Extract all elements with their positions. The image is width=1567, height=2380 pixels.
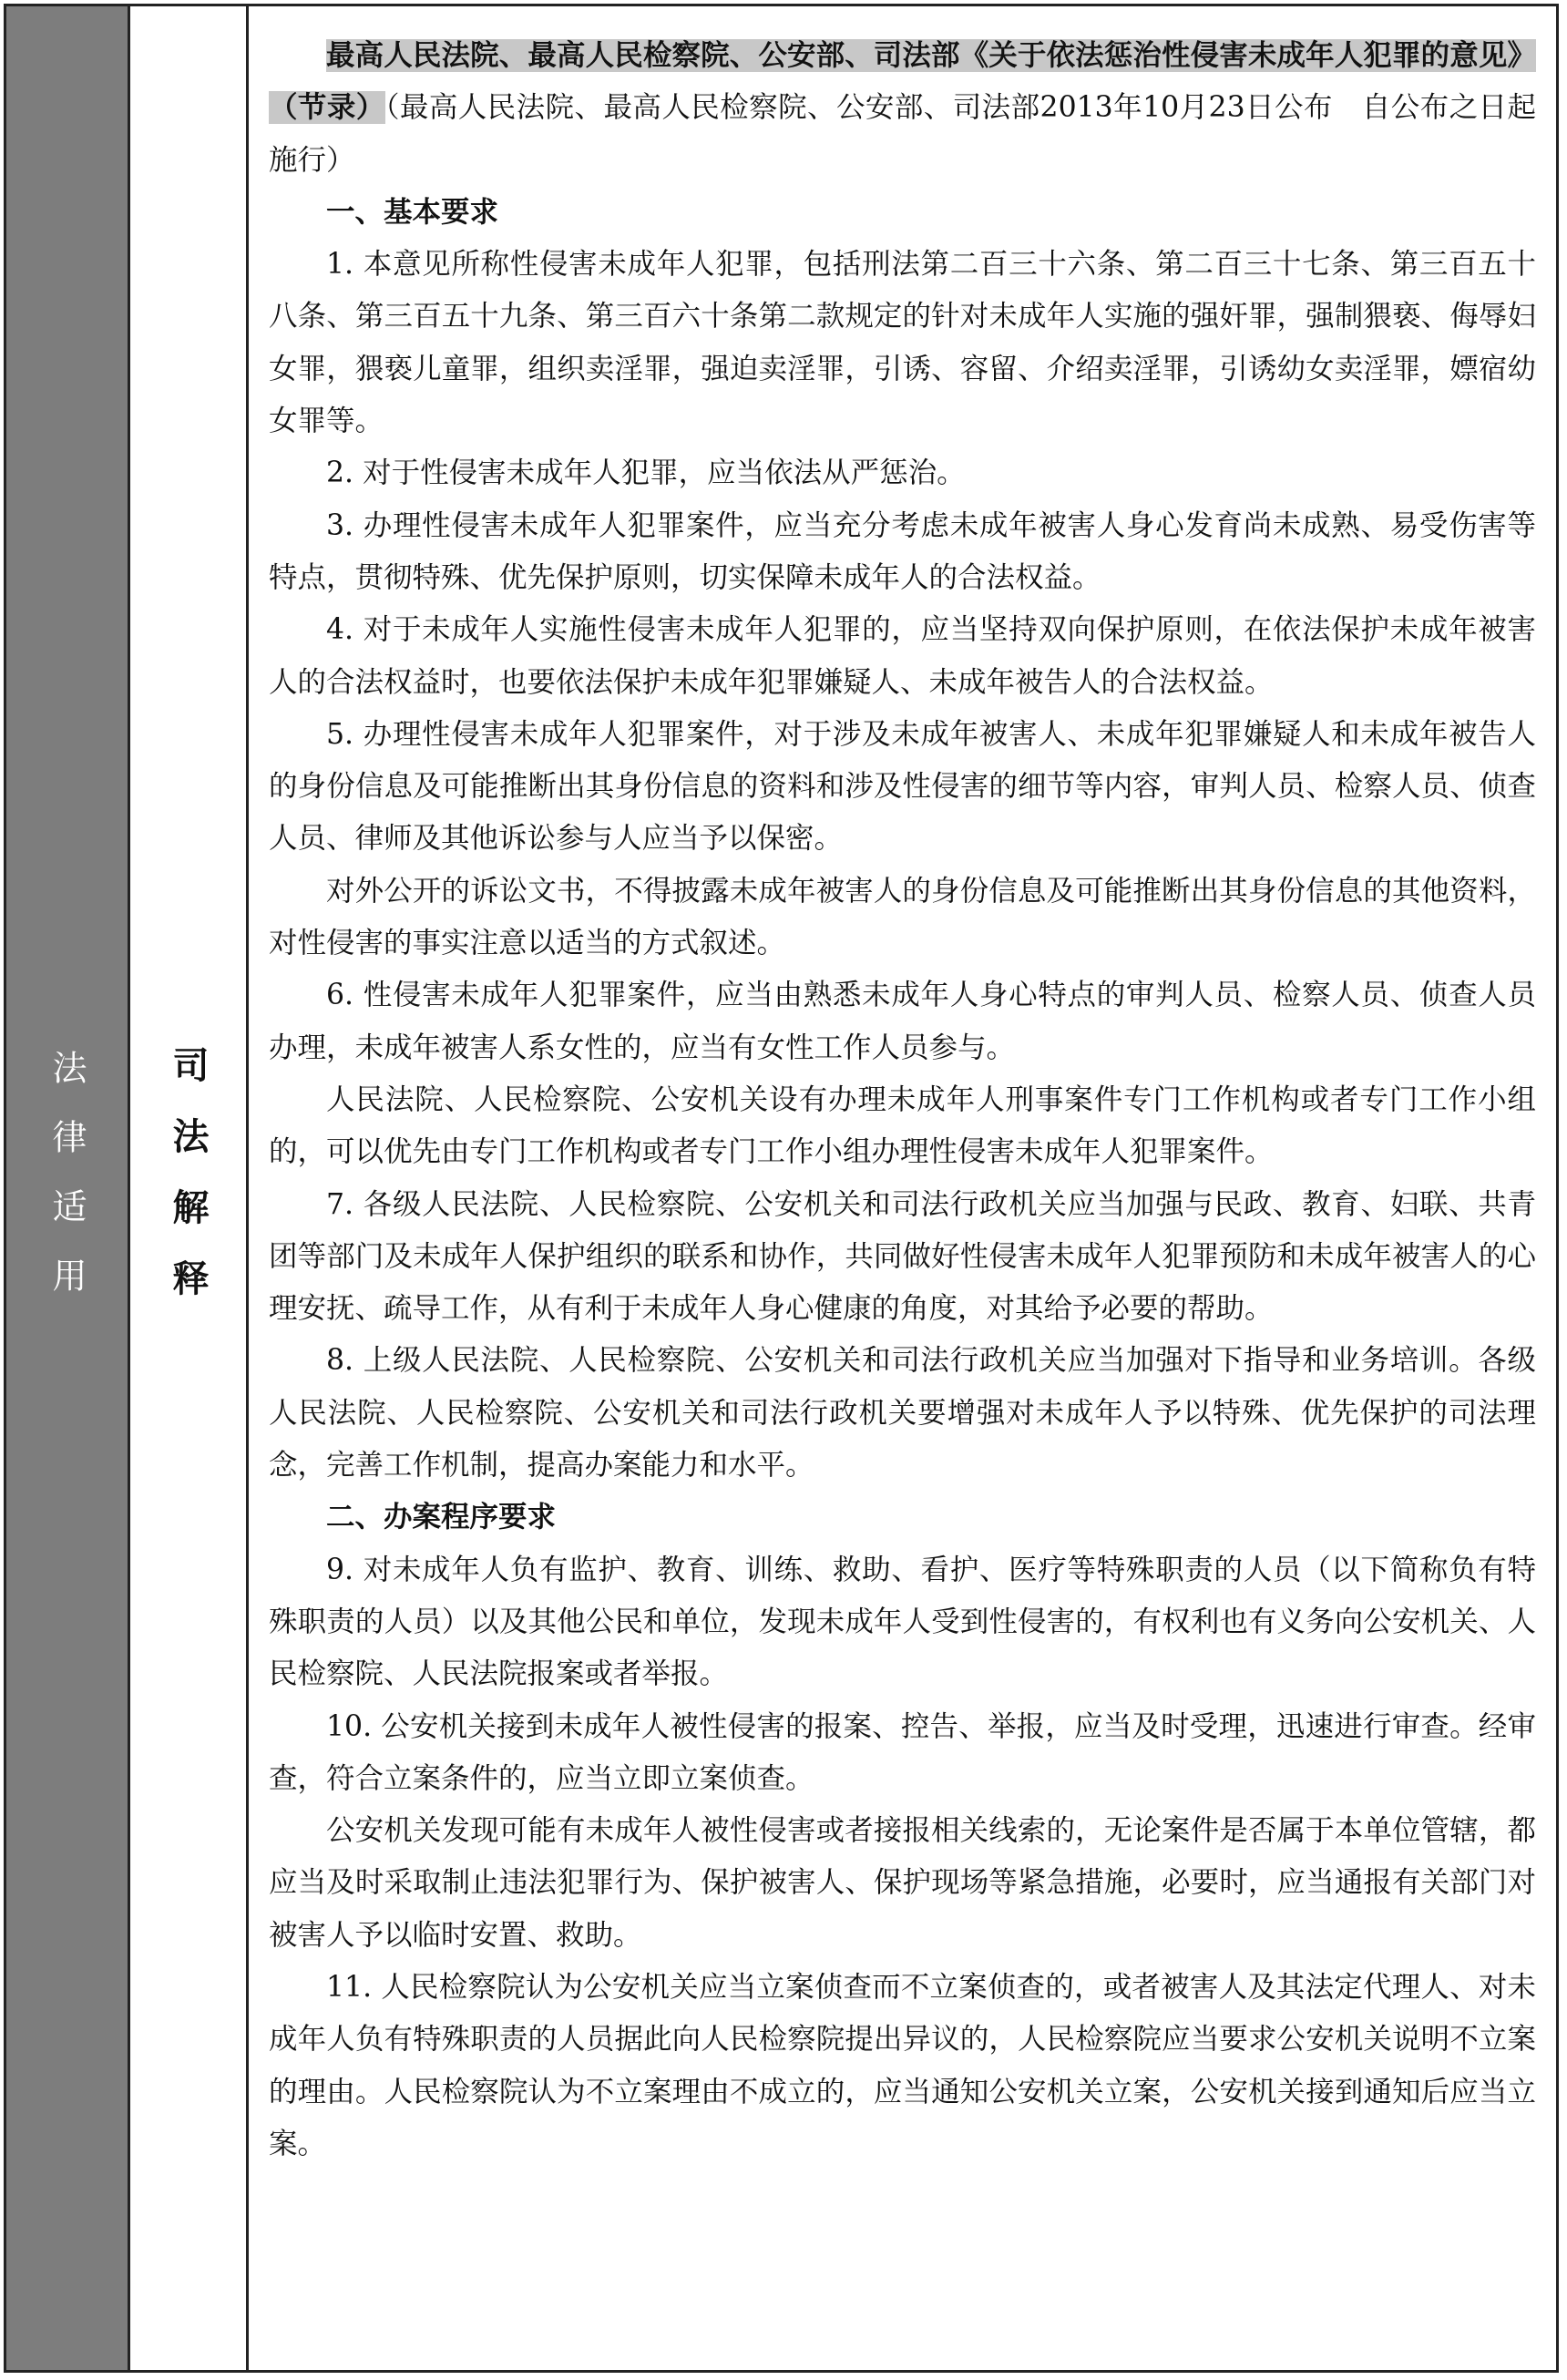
section-heading: 一、基本要求 (326, 195, 499, 229)
paragraph-list (269, 187, 1536, 2170)
category-label: 法律适用 (46, 1050, 87, 1327)
document-table (4, 4, 1559, 2373)
subcategory-label: 司法解释 (167, 1046, 209, 1330)
paragraph: 3. 办理性侵害未成年人犯罪案件，应当充分考虑未成年被害人身心发育尚未成熟、易受伤害等特点，贯彻特殊、优先保护原则，切实保障未成年人的合法权益。 (269, 508, 1536, 594)
paragraph: 9. 对未成年人负有监护、教育、训练、救助、看护、医疗等特殊职责的人员（以下简称负有特殊职责的人员）以及其他公民和单位，发现未成年人受到性侵害的，有权利也有义务向公安机关、人民检察院、人民法院报案或者举报。 (269, 1553, 1536, 1691)
paragraph: 公安机关发现可能有未成年人被性侵害或者接报相关线索的，无论案件是否属于本单位管辖，都应当及时采取制止违法犯罪行为、保护被害人、保护现场等紧急措施，必要时，应当通报有关部门对被害人予以临时安置、救助。 (269, 1814, 1536, 1952)
paragraph: 人民法院、人民检察院、公安机关设有办理未成年人刑事案件专门工作机构或者专门工作小组的，可以优先由专门工作机构或者专门工作小组办理性侵害未成年人犯罪案件。 (269, 1082, 1536, 1169)
document-title: 最高人民法院、最高人民检察院、公安部、司法部《关于依法惩治性侵害未成年人犯罪的意见》（节录） (269, 39, 1536, 125)
paragraph: 10. 公安机关接到未成年人被性侵害的报案、控告、举报，应当及时受理，迅速进行审查。经审查，符合立案条件的，应当立即立案侦查。 (269, 1709, 1536, 1795)
paragraph: 2. 对于性侵害未成年人犯罪，应当依法从严惩治。 (326, 457, 966, 490)
paragraph: 1. 本意见所称性侵害未成年人犯罪，包括刑法第二百三十六条、第二百三十七条、第三百五十八条、第三百五十九条、第三百六十条第二款规定的针对未成年人实施的强奸罪，强制猥亵、侮辱妇女罪，猥亵儿童罪，组织卖淫罪，强迫卖淫罪，引诱、容留、介绍卖淫罪，引诱幼女卖淫罪，嫖宿幼女罪等。 (269, 248, 1536, 438)
paragraph: 5. 办理性侵害未成年人犯罪案件，对于涉及未成年被害人、未成年犯罪嫌疑人和未成年被告人的身份信息及可能推断出其身份信息的资料和涉及性侵害的细节等内容，审判人员、检察人员、侦查人员、律师及其他诉讼参与人应当予以保密。 (269, 717, 1536, 856)
subcategory-column (130, 6, 249, 2370)
category-column (6, 6, 130, 2370)
paragraph: 7. 各级人民法院、人民检察院、公安机关和司法行政机关应当加强与民政、教育、妇联、共青团等部门及未成年人保护组织的联系和协作，共同做好性侵害未成年人犯罪预防和未成年被害人的心理安抚、疏导工作，从有利于未成年人身心健康的角度，对其给予必要的帮助。 (269, 1187, 1536, 1326)
paragraph: 6. 性侵害未成年人犯罪案件，应当由熟悉未成年人身心特点的审判人员、检察人员、侦查人员办理，未成年被害人系女性的，应当有女性工作人员参与。 (269, 979, 1536, 1064)
content-column (249, 6, 1556, 2370)
paragraph: 4. 对于未成年人实施性侵害未成年人犯罪的，应当坚持双向保护原则，在依法保护未成年被害人的合法权益时，也要依法保护未成年犯罪嫌疑人、未成年被告人的合法权益。 (269, 613, 1536, 699)
publication-note: （最高人民法院、最高人民检察院、公安部、司法部2013年10月23日公布 自公布之日起施行） (269, 91, 1536, 177)
paragraph: 11. 人民检察院认为公安机关应当立案侦查而不立案侦查的，或者被害人及其法定代理人、对未成年人负有特殊职责的人员据此向人民检察院提出异议的，人民检察院应当要求公安机关说明不立案的理由。人民检察院认为不立案理由不成立的，应当通知公安机关立案，公安机关接到通知后应当立案。 (269, 1970, 1536, 2160)
paragraph: 8. 上级人民法院、人民检察院、公安机关和司法行政机关应当加强对下指导和业务培训。各级人民法院、人民检察院、公安机关和司法行政机关要增强对未成年人予以特殊、优先保护的司法理念，完善工作机制，提高办案能力和水平。 (269, 1344, 1536, 1482)
document-header (269, 30, 1536, 187)
paragraph: 对外公开的诉讼文书，不得披露未成年被害人的身份信息及可能推断出其身份信息的其他资料，对性侵害的事实注意以适当的方式叙述。 (269, 874, 1536, 960)
section-heading: 二、办案程序要求 (326, 1501, 557, 1534)
